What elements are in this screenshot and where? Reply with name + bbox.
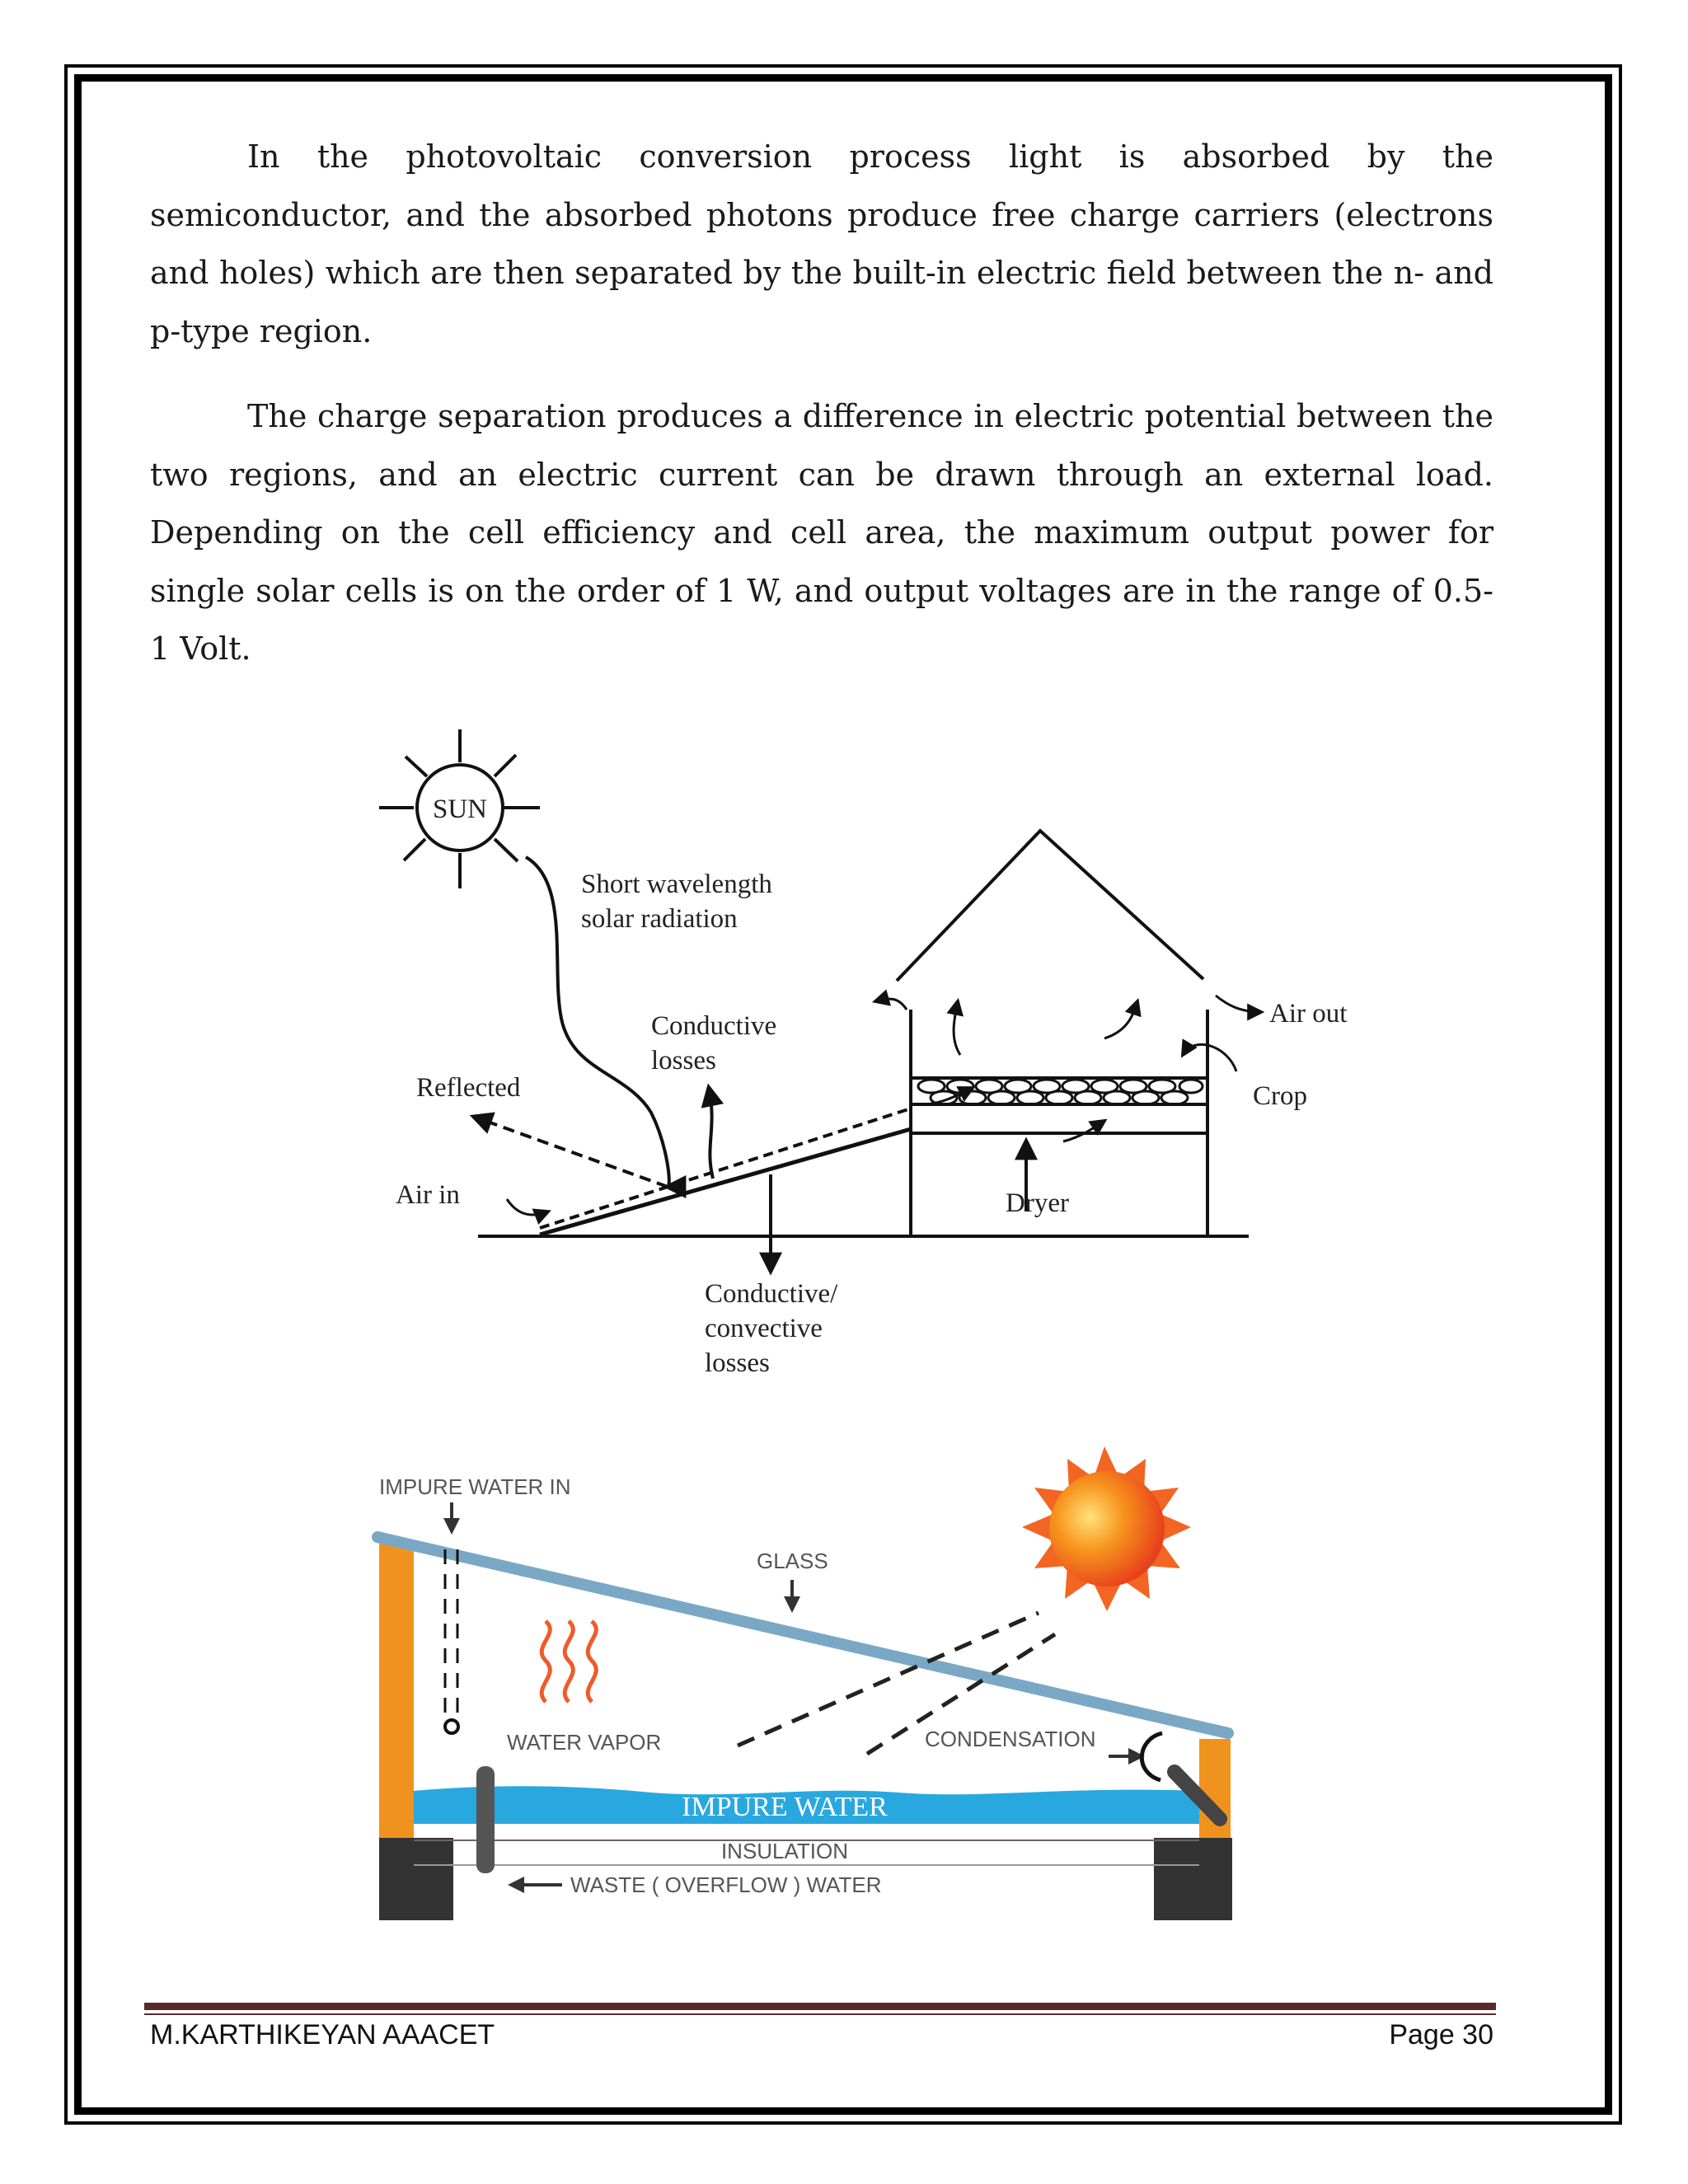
- conductive-loss-arrow: [709, 1088, 713, 1179]
- convective-losses-label-2: convective: [705, 1314, 823, 1343]
- left-base: [379, 1838, 453, 1920]
- solar-dryer-diagram: [363, 717, 1368, 1393]
- dryer-cabinet: [897, 831, 1207, 1236]
- water-vapor-label: WATER VAPOR: [507, 1730, 662, 1755]
- dryer-label: Dryer: [1006, 1188, 1069, 1218]
- vapor-icon: [542, 1621, 596, 1702]
- page-number: Page 30: [1389, 2019, 1493, 2050]
- air-out-left-arrow: [875, 999, 907, 1010]
- airflow-arrow: [1104, 1001, 1137, 1038]
- footer-rule-thin: [144, 2013, 1496, 2015]
- left-post: [379, 1544, 414, 1844]
- air-out-arrow: [1216, 996, 1261, 1012]
- crop-label: Crop: [1253, 1081, 1307, 1111]
- collector-absorber: [540, 1129, 911, 1235]
- waste-water-label: WASTE ( OVERFLOW ) WATER: [570, 1872, 882, 1897]
- air-in-arrow: [507, 1199, 548, 1215]
- solar-still-diagram: [363, 1446, 1286, 1957]
- footer-author: M.KARTHIKEYAN AAACET: [150, 2019, 495, 2050]
- inlet-valve-icon: [445, 1720, 458, 1733]
- footer-rule: [144, 2003, 1496, 2010]
- airflow-arrow: [954, 1001, 960, 1055]
- impure-water-label: IMPURE WATER: [682, 1792, 888, 1822]
- reflected-arrow: [474, 1117, 668, 1187]
- insulation-label: INSULATION: [720, 1839, 849, 1863]
- air-out-label: Air out: [1269, 999, 1348, 1029]
- condensation-trough: [1142, 1733, 1162, 1780]
- right-post: [1199, 1739, 1231, 1844]
- glass-label: GLASS: [757, 1549, 828, 1573]
- air-in-label: Air in: [396, 1180, 460, 1210]
- paragraph-photovoltaic: In the photovoltaic conversion process light is absorbed by the semiconductor, and the absorbed photons produce free charge carriers (electrons and holes) which are then separated by the built-in electric field between the n- and p-type region.: [150, 138, 1493, 349]
- crop-layer: [918, 1080, 1203, 1104]
- right-base: [1154, 1838, 1232, 1920]
- radiation-label-1: Short wavelength: [581, 869, 772, 899]
- overflow-pipe: [476, 1766, 495, 1873]
- impure-water-in-label: IMPURE WATER IN: [379, 1474, 571, 1499]
- sun-icon: [1022, 1446, 1191, 1611]
- conductive-losses-label-2: losses: [651, 1046, 716, 1076]
- convective-losses-label-3: losses: [705, 1348, 770, 1378]
- sun-label: SUN: [432, 794, 488, 824]
- collector-glazing: [540, 1108, 911, 1228]
- convective-losses-label-1: Conductive/: [705, 1279, 838, 1309]
- airflow-arrow: [1063, 1121, 1104, 1141]
- condensation-label: CONDENSATION: [925, 1727, 1096, 1751]
- paragraph-charge-separation: The charge separation produces a difference in electric potential between the two regions, and an electric current can be drawn through an external load. Depending on the cell efficiency and cell area, the maximum output power for single solar cells is on the order of 1 W, and output voltages are in the range of 0.5-1 Volt.: [150, 398, 1493, 667]
- radiation-label-2: solar radiation: [581, 904, 738, 934]
- reflected-label: Reflected: [416, 1073, 521, 1103]
- conductive-losses-label-1: Conductive: [651, 1011, 777, 1041]
- crop-pointer: [1183, 1044, 1236, 1071]
